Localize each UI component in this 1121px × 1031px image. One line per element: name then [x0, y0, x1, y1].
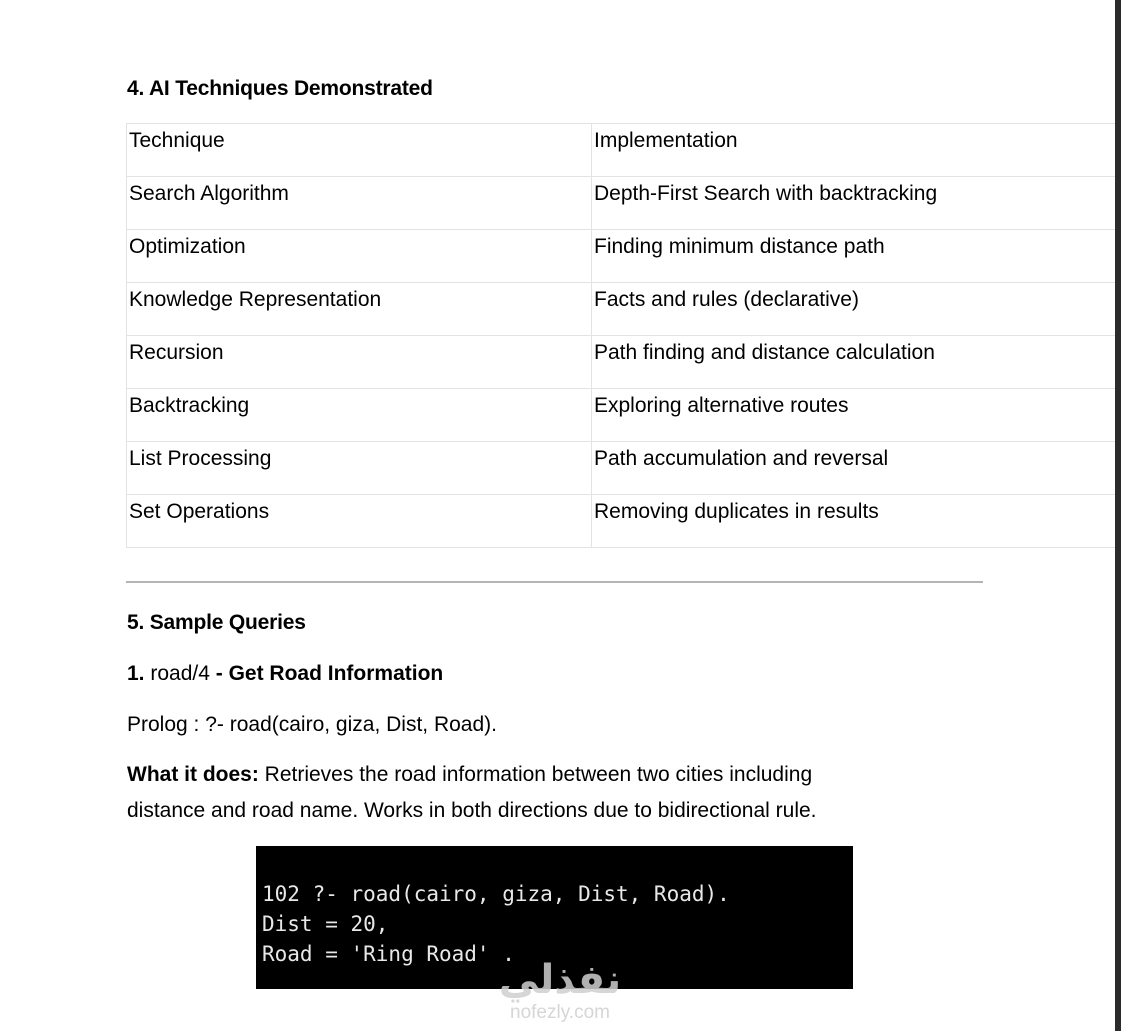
table-row [127, 336, 1116, 389]
table-row [127, 230, 1116, 283]
implementation-cell: Path accumulation and reversal [592, 442, 1116, 495]
watermark-site-text: nofezly.com [510, 1002, 610, 1023]
technique-cell: List Processing [127, 442, 592, 495]
technique-cell: Set Operations [127, 495, 592, 548]
implementation-cell: Removing duplicates in results [592, 495, 1116, 548]
console-line: Dist = 20, [262, 912, 389, 936]
technique-cell: Search Algorithm [127, 177, 592, 230]
description-text-1: Retrieves the road information between two cities including [258, 763, 813, 786]
description-line-1 [127, 763, 812, 787]
technique-cell: Optimization [127, 230, 592, 283]
technique-cell: Knowledge Representation [127, 283, 592, 336]
technique-cell: Recursion [127, 336, 592, 389]
console-screenshot [256, 846, 853, 989]
ai-techniques-table [126, 123, 1115, 548]
technique-cell: Backtracking [127, 389, 592, 442]
horizontal-rule [126, 581, 983, 583]
table-row [127, 177, 1116, 230]
watermark-arabic-text: نفذلي [498, 958, 622, 1002]
table-row [127, 442, 1116, 495]
console-line: 102 ?- road(cairo, giza, Dist, Road). [262, 882, 730, 906]
what-it-does-label: What it does: [127, 763, 259, 786]
implementation-cell: Facts and rules (declarative) [592, 283, 1116, 336]
page-edge-bar [1115, 0, 1121, 1031]
header-technique: Technique [127, 124, 592, 177]
implementation-cell: Exploring alternative routes [592, 389, 1116, 442]
implementation-cell: Depth-First Search with backtracking [592, 177, 1116, 230]
console-line: Road = 'Ring Road' . [262, 942, 515, 966]
section-heading-sample-queries: 5. Sample Queries [127, 611, 306, 634]
implementation-cell: Finding minimum distance path [592, 230, 1116, 283]
query-1-title [127, 662, 443, 686]
query-predicate: road/4 [150, 662, 210, 685]
table-row [127, 283, 1116, 336]
query-title: - Get Road Information [209, 662, 444, 685]
header-implementation: Implementation [592, 124, 1116, 177]
table-row [127, 389, 1116, 442]
table-row [127, 495, 1116, 548]
table-header-row [127, 124, 1116, 177]
description-line-2: distance and road name. Works in both directions due to bidirectional rule. [127, 799, 817, 822]
implementation-cell: Path finding and distance calculation [592, 336, 1116, 389]
section-heading-ai-techniques: 4. AI Techniques Demonstrated [127, 77, 433, 100]
query-number: 1. [127, 662, 145, 685]
prolog-query-line: Prolog : ?- road(cairo, giza, Dist, Road). [127, 713, 497, 736]
